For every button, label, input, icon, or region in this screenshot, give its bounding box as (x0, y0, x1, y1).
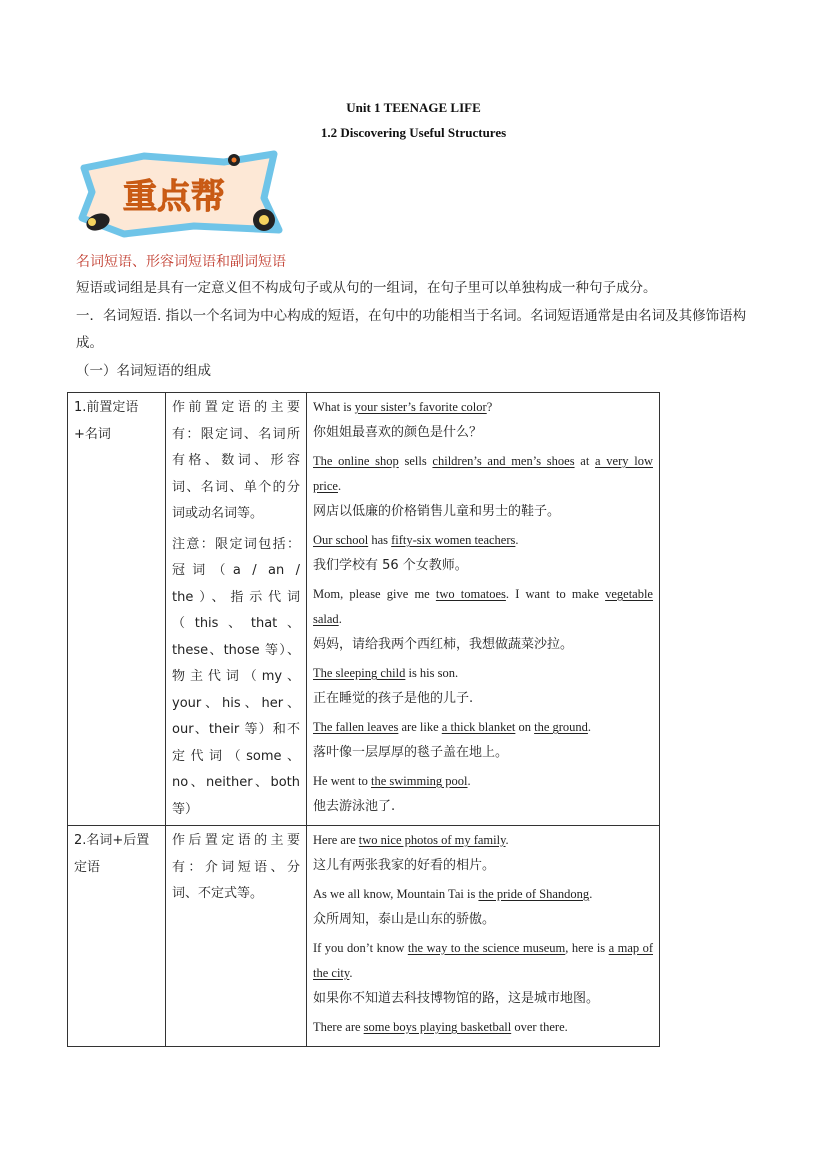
underlined-phrase: the ground (534, 720, 588, 734)
sentence-text: ? (486, 400, 493, 414)
underlined-phrase: some boys playing basketball (363, 1020, 512, 1034)
examples-cell (307, 393, 660, 826)
underlined-phrase: The fallen leaves (313, 720, 399, 734)
example-english (313, 936, 653, 986)
example-english (313, 828, 653, 853)
underlined-phrase: two tomatoes (435, 587, 506, 601)
underlined-phrase: The online shop (313, 454, 399, 468)
sentence-text: . (467, 774, 471, 788)
example-item (313, 528, 653, 578)
sentence-text: over there. (511, 1020, 568, 1034)
sentence-text: Here are (313, 833, 359, 847)
example-chinese: 这儿有两张我家的好看的相片。 (313, 858, 496, 873)
example-english (313, 449, 653, 499)
example-chinese: 他去游泳池了. (313, 799, 396, 814)
example-chinese: 众所周知，泰山是山东的骄傲。 (313, 912, 496, 927)
sentence-text: at (574, 454, 596, 468)
example-item (313, 936, 653, 1011)
example-item (313, 769, 653, 819)
underlined-phrase: the swimming pool (370, 774, 468, 788)
noun-phrase-table (67, 392, 660, 1047)
intro-paragraph: 短语或词组是具有一定意义但不构成句子或从句的一组词，在句子里可以单独构成一种句子成分。 (76, 280, 657, 296)
emphasis-badge-icon (74, 148, 284, 240)
underlined-phrase: fifty-six women teachers (391, 533, 516, 547)
underlined-phrase: a map of the city (313, 941, 654, 980)
underlined-phrase: two nice photos of my family (358, 833, 506, 847)
example-chinese: 正在睡觉的孩子是他的儿子. (313, 691, 474, 706)
example-chinese: 如果你不知道去科技博物馆的路，这是城市地图。 (313, 991, 600, 1006)
example-english (313, 582, 653, 632)
sentence-text: He went to (313, 774, 371, 788)
sentence-text: . (338, 612, 342, 626)
section-heading: 名词短语、形容词短语和副词短语 (76, 254, 286, 270)
sentence-text: What is (313, 400, 355, 414)
example-item (313, 395, 653, 445)
sentence-text: If you don’t know (313, 941, 408, 955)
underlined-phrase: Our school (313, 533, 369, 547)
row-desc: 作前置定语的主要有：限定词、名词所有格、数词、形容词、名词、单个的分词或动名词等。 (172, 400, 300, 521)
example-chinese: 妈妈，请给我两个西红柿，我想做蔬菜沙拉。 (313, 637, 574, 652)
example-item (313, 1015, 653, 1040)
examples-cell (307, 826, 660, 1047)
example-item (313, 882, 653, 932)
sentence-text: . I want to make (505, 587, 606, 601)
point-one-paragraph: 一．名词短语. 指以一个名词为中心构成的短语，在句中的功能相当于名词。名词短语通常是由名词及其修饰语构成。 (76, 308, 747, 351)
underlined-phrase: a thick blanket (441, 720, 516, 734)
row-desc: 作后置定语的主要有：介词短语、分词、不定式等。 (172, 833, 300, 901)
example-chinese: 落叶像一层厚厚的毯子盖在地上。 (313, 745, 509, 760)
doc-title: Unit 1 TEENAGE LIFE (346, 100, 481, 115)
subsection-heading: （一）名词短语的组成 (76, 363, 211, 379)
example-english (313, 395, 653, 420)
underlined-phrase: your sister’s favorite color (354, 400, 487, 414)
underlined-phrase: The sleeping child (313, 666, 406, 680)
example-chinese: 我们学校有 56 个女教师。 (313, 558, 468, 573)
sentence-text: . (505, 833, 509, 847)
badge-text: 重点帮 (123, 177, 225, 217)
underlined-phrase: the pride of Shandong (478, 887, 590, 901)
table-row (68, 393, 660, 826)
row-note: 注意：限定词包括：冠词（a / an / the）、指示代词（this、that、these、those 等）、物主代词（my、your、his、her、our、their 等）和不定代词（some、no、neither、both 等） (172, 536, 300, 817)
row-desc-cell (166, 393, 307, 826)
underlined-phrase: a very low price (313, 454, 653, 493)
sentence-text: has (368, 533, 392, 547)
sentence-text: . (337, 479, 342, 493)
sentence-text: Mom, please give me (313, 587, 436, 601)
sentence-text: is his son. (405, 666, 459, 680)
example-english (313, 882, 653, 907)
sentence-text: . (515, 533, 519, 547)
sentence-text: As we all know, Mountain Tai is (313, 887, 479, 901)
example-english (313, 661, 653, 686)
sentence-text: There are (313, 1020, 364, 1034)
sentence-text: sells (398, 454, 433, 468)
example-english (313, 528, 653, 553)
row-type-cell: 2.名词+后置定语 (68, 826, 166, 1047)
example-item (313, 661, 653, 711)
row-type-cell: 1.前置定语+名词 (68, 393, 166, 826)
example-item (313, 582, 653, 657)
example-english (313, 715, 653, 740)
sentence-text: , here is (565, 941, 609, 955)
sentence-text: . (589, 887, 593, 901)
sentence-text: . (587, 720, 592, 734)
row-desc-cell (166, 826, 307, 1047)
sentence-text: are like (398, 720, 442, 734)
example-item (313, 828, 653, 878)
example-english (313, 1015, 653, 1040)
sentence-text: . (349, 966, 353, 980)
example-chinese: 网店以低廉的价格销售儿童和男士的鞋子。 (313, 504, 561, 519)
underlined-phrase: children’s and men’s shoes (432, 454, 575, 468)
sentence-text: on (515, 720, 535, 734)
table-row (68, 826, 660, 1047)
example-item (313, 715, 653, 765)
example-item (313, 449, 653, 524)
doc-subtitle: 1.2 Discovering Useful Structures (320, 125, 507, 140)
underlined-phrase: the way to the science museum (407, 941, 566, 955)
underlined-phrase: vegetable salad (313, 587, 653, 626)
example-english (313, 769, 653, 794)
example-chinese: 你姐姐最喜欢的颜色是什么？ (313, 425, 483, 440)
